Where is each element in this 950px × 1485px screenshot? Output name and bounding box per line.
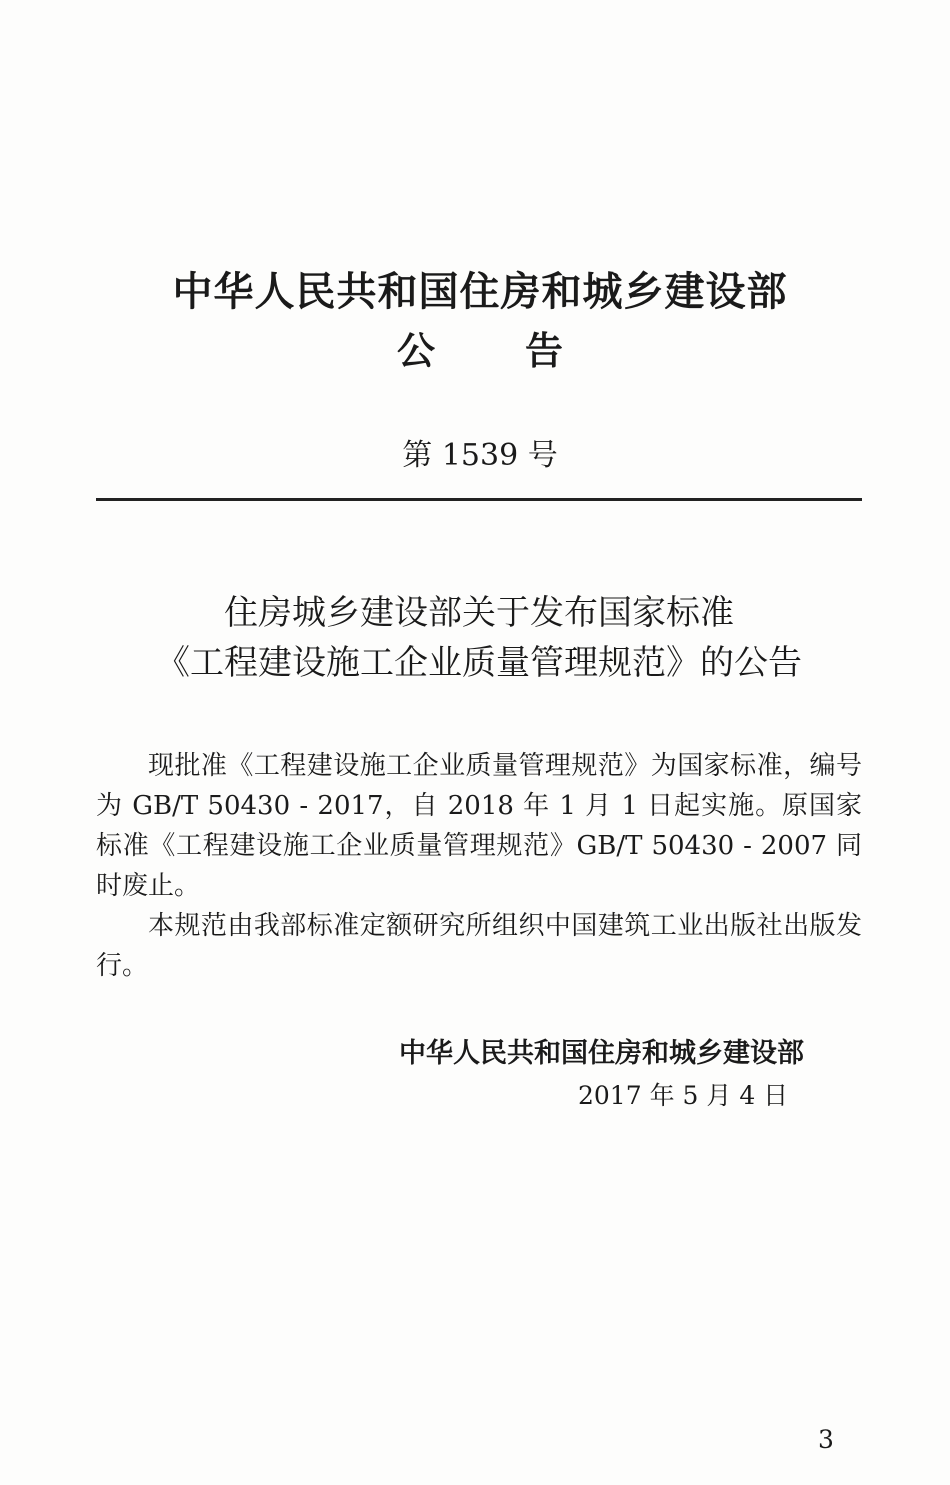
- page-number: 3: [818, 1425, 834, 1454]
- document-title-line-1: 住房城乡建设部关于发布国家标准: [224, 593, 734, 633]
- header-divider: [96, 498, 862, 501]
- document-title-line-2: 《工程建设施工企业质量管理规范》的公告: [156, 643, 802, 683]
- body-paragraph-2: 本规范由我部标准定额研究所组织中国建筑工业出版社出版发行。: [96, 911, 862, 981]
- document-title: [96, 588, 862, 688]
- notice-heading: 公告: [396, 329, 653, 373]
- signature-issuer: 中华人民共和国住房和城乡建设部: [399, 1038, 804, 1069]
- body-paragraph-1: 现批准《工程建设施工企业质量管理规范》为国家标准，编号为 GB/T 50430 - 2017，自 2018 年 1 月 1 日起实施。原国家标准《工程建设施工企业质量管理规范》GB/T 50430 - 2007 同时废止。: [96, 751, 862, 901]
- document-body: [96, 746, 862, 986]
- notice-number: 第 1539 号: [402, 438, 558, 473]
- issuer-title: 中华人民共和国住房和城乡建设部: [172, 269, 788, 315]
- signature-date: 2017 年 5 月 4 日: [578, 1081, 789, 1110]
